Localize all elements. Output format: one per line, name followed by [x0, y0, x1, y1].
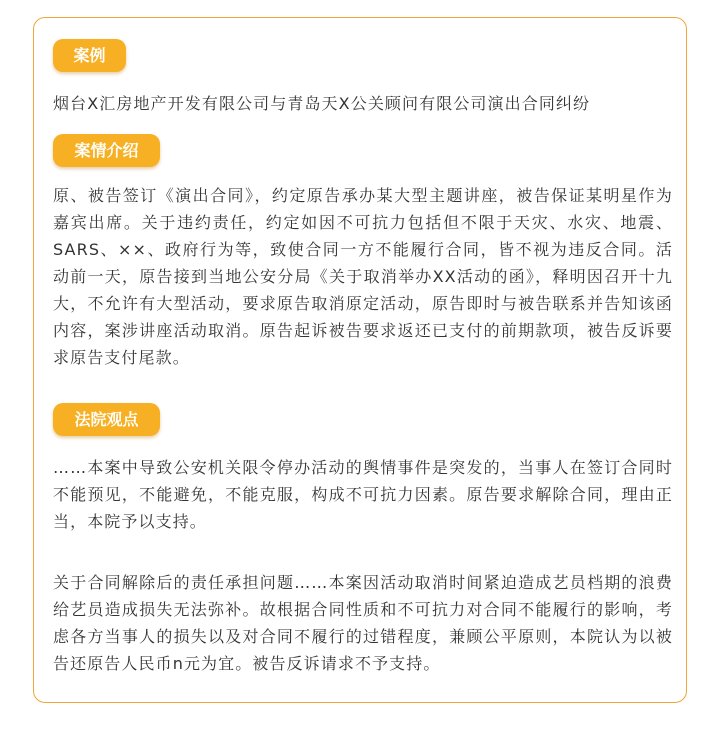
- case-intro-text: 原、被告签订《演出合同》，约定原告承办某大型主题讲座，被告保证某明星作为嘉宾出席。关于违约责任，约定如因不可抗力包括但不限于天灾、水灾、地震、SARS、××、政府行为等，致使合同一方不能履行合同，皆不视为违反合同。活动前一天，原告接到当地公安分局《关于取消举办XX活动的函》，释明因召开十九大，不允许有大型活动，要求原告取消原定活动，原告即时与被告联系并告知该函内容，案涉讲座活动取消。原告起诉被告要求返还已支付的前期款项，被告反诉要求原告支付尾款。: [53, 186, 673, 367]
- case-intro-label: 案情介绍: [53, 134, 160, 167]
- case-label: 案例: [53, 39, 126, 72]
- court-opinion-paragraph-1: ……本案中导致公安机关限令停办活动的舆情事件是突发的，当事人在签订合同时不能预见，不能避免，不能克服，构成不可抗力因素。原告要求解除合同，理由正当，本院予以支持。: [53, 458, 673, 531]
- court-opinion-paragraph-2: 关于合同解除后的责任承担问题……本案因活动取消时间紧迫造成艺员档期的浪费给艺员造成损失无法弥补。故根据合同性质和不可抗力对合同不能履行的影响，考虑各方当事人的损失以及对合同不履行的过错程度，兼顾公平原则，本院认为以被告还原告人民币n元为宜。被告反诉请求不予支持。: [53, 573, 673, 673]
- case-title: 烟台X汇房地产开发有限公司与青岛天X公关顾问有限公司演出合同纠纷: [53, 94, 591, 113]
- court-opinion-label: 法院观点: [53, 403, 160, 436]
